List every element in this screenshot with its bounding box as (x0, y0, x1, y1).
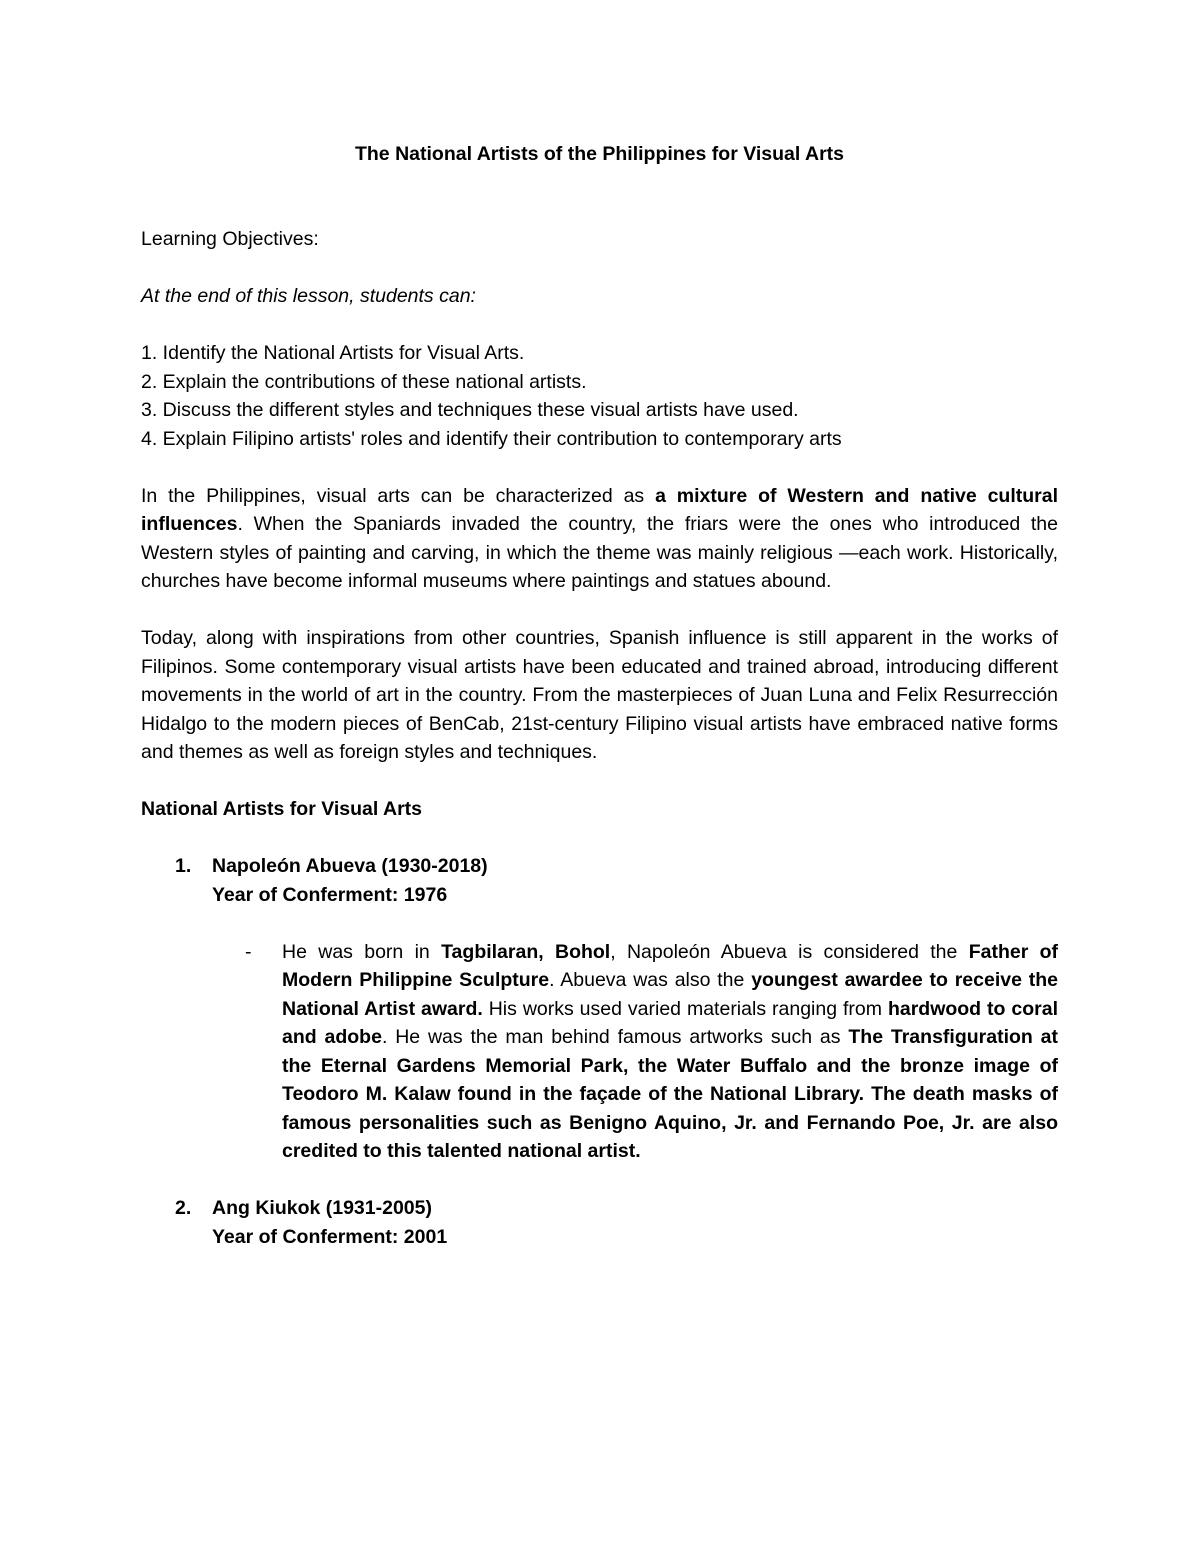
paragraph-text: In the Philippines, visual arts can be characterized as (141, 484, 656, 507)
influence-paragraph: Today, along with inspirations from other countries, Spanish influence is still apparent in the works of Filipinos. Some contemporary visual artists have been educated and trained abroad, introducing different movements in the world of art in the country. From the masterpieces of Juan Luna and Felix Resurrección Hidalgo to the modern pieces of BenCab, 21st-century Filipino visual artists have embraced native forms and themes as well as foreign styles and techniques. (141, 627, 1058, 763)
objectives-intro: At the end of this lesson, students can: (141, 285, 476, 307)
document-title: The National Artists of the Philippines for Visual Arts (354, 143, 844, 165)
artist-number: 1. (175, 855, 192, 877)
artist-name: Ang Kiukok (1931-2005) (212, 1197, 432, 1219)
desc-emphasis: Father of Modern Philippine Sculpture (282, 940, 1059, 991)
paragraph-emphasis: a mixture of Western and native cultural influences (141, 484, 1058, 535)
paragraph-text: . When the Spaniards invaded the country, the friars were the ones who introduced the Western styles of painting and carving, in which the theme was mainly religious —each work. Historically, churches have become informal museums where paintings and statues abound. (141, 513, 1058, 592)
artist-number: 2. (175, 1197, 192, 1219)
desc-text: . He was the man behind famous artworks such as (381, 1026, 849, 1048)
desc-text: , Napoleón Abueva is considered the (610, 940, 969, 963)
objective-item: 1. Identify the National Artists for Visual Arts. (141, 342, 525, 364)
learning-objectives-label: Learning Objectives: (141, 228, 319, 250)
desc-text: He was born in (282, 940, 442, 963)
objective-item: 3. Discuss the different styles and techniques these visual artists have used. (141, 399, 799, 421)
artist-description (141, 938, 1058, 1166)
artist-conferment: Year of Conferment: 2001 (212, 1225, 448, 1248)
desc-emphasis: hardwood to coral and adobe (282, 997, 1058, 1048)
artist-conferment: Year of Conferment: 1976 (212, 883, 448, 906)
desc-text: . Abueva was also the (549, 969, 752, 991)
desc-emphasis: Tagbilaran, Bohol (441, 940, 611, 963)
objectives-list (141, 339, 1058, 453)
dash-bullet: - (245, 940, 252, 963)
artist-entry (141, 852, 1058, 909)
desc-emphasis: The Transfiguration at the Eternal Gardens Memorial Park, the Water Buffalo and the bronze image of Teodoro M. Kalaw found in the façade of the National Library. The death masks of famous personalities such as Benigno Aquino, Jr. and Fernando Poe, Jr. are also credited to this talented national artist. (282, 1026, 1058, 1162)
artist-entry (141, 1194, 1058, 1251)
desc-emphasis: youngest awardee to receive the National Artist award. (282, 969, 1059, 1020)
section-heading: National Artists for Visual Arts (141, 798, 423, 820)
objective-item: 4. Explain Filipino artists' roles and identify their contribution to contemporary arts (141, 427, 842, 450)
document-page (141, 140, 1058, 1251)
intro-paragraph (141, 482, 1058, 596)
artist-name: Napoleón Abueva (1930-2018) (212, 855, 488, 877)
description-paragraph (282, 938, 1058, 1166)
objective-item: 2. Explain the contributions of these national artists. (141, 370, 587, 393)
desc-text: His works used varied materials ranging from (482, 997, 888, 1020)
